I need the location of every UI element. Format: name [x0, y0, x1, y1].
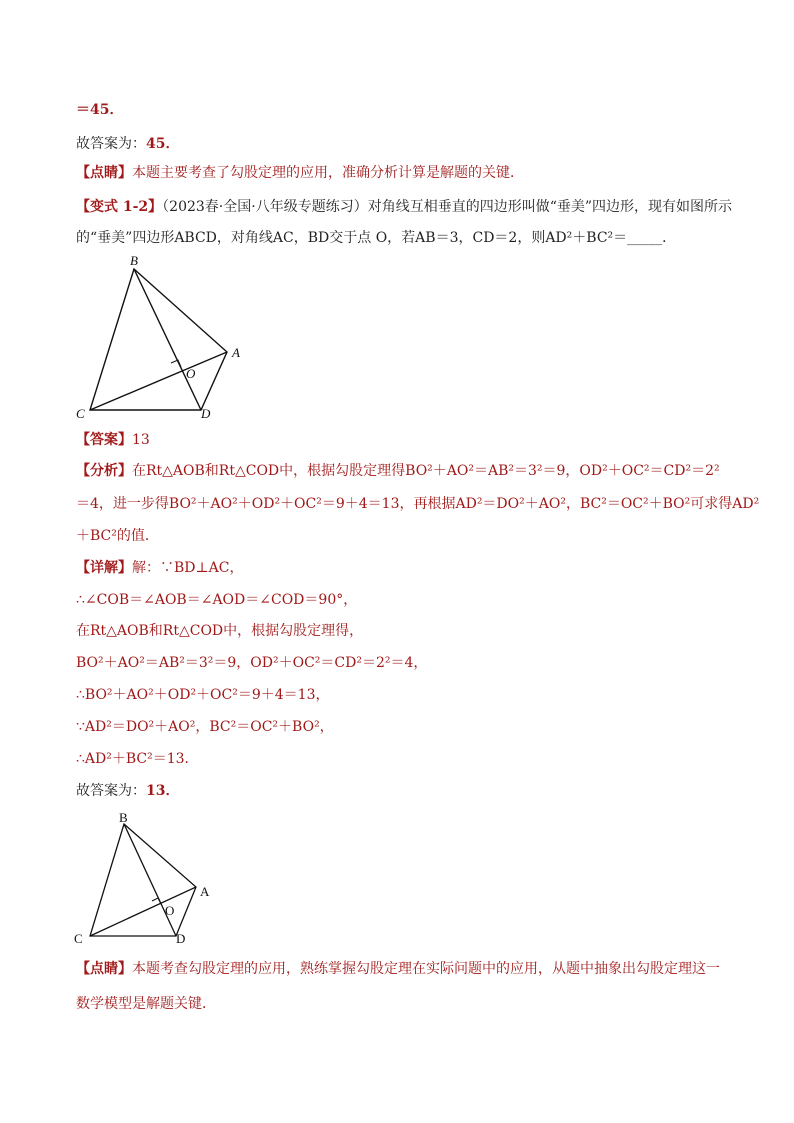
- comment-tag-2: 【点睛】: [76, 961, 132, 977]
- label-a-1: A: [232, 345, 240, 360]
- variant-tag: 【变式 1-2】: [76, 199, 163, 215]
- label-a-2: A: [200, 884, 210, 899]
- answer-label: 故答案为：: [76, 136, 146, 152]
- label-c-1: C: [76, 406, 85, 421]
- line-detail-5: ∴BO²＋AO²＋OD²＋OC²＝9＋4＝13，: [76, 687, 330, 703]
- label-b-2: B: [119, 810, 128, 825]
- detail-text-1: 解：∵BD⊥AC，: [132, 560, 244, 576]
- figure-quadrilateral-1: [70, 255, 260, 425]
- final-label: 故答案为：: [76, 783, 146, 799]
- line-comment-3: 数学模型是解题关键．: [76, 996, 216, 1012]
- line-comment-1: [76, 163, 734, 183]
- analysis-tag: 【分析】: [76, 463, 132, 479]
- detail-tag: 【详解】: [76, 560, 132, 576]
- line-analysis-3: ＋BC²的值．: [76, 528, 159, 544]
- comment-text-1: 本题主要考查了勾股定理的应用，准确分析计算是解题的关键．: [132, 165, 524, 181]
- diagonal-ac-1: [90, 352, 227, 410]
- analysis-text-1: 在Rt△AOB和Rt△COD中，根据勾股定理得BO²＋AO²＝AB²＝3²＝9，OD²＋OC²＝CD²＝2²: [132, 463, 720, 479]
- line-answer-section: [76, 430, 734, 450]
- label-o-1: O: [186, 366, 196, 381]
- line-detail-7: ∴AD²＋BC²＝13．: [76, 751, 199, 767]
- answer-value: 45．: [146, 136, 180, 152]
- line-analysis-1: [76, 461, 734, 481]
- line-variant-title: [76, 197, 734, 217]
- label-d-2: D: [176, 931, 186, 946]
- label-o-2: O: [165, 903, 175, 918]
- quadrilateral-outline-2: [90, 824, 196, 936]
- answer-number: 13: [132, 432, 150, 448]
- line-detail-6: ∵AD²＝DO²＋AO²，BC²＝OC²＋BO²，: [76, 719, 334, 735]
- line-analysis-2: ＝4，进一步得BO²＋AO²＋OD²＋OC²＝9＋4＝13，再根据AD²＝DO²＋AO²，BC²＝OC²＋BO²可求得AD²: [76, 496, 760, 512]
- comment-text-2: 本题考查勾股定理的应用，熟练掌握勾股定理在实际问题中的应用，从题中抽象出勾股定理这一: [132, 961, 720, 977]
- diagonal-ac-2: [90, 887, 196, 936]
- diagonal-bd-1: [134, 269, 201, 410]
- line-detail-3: 在Rt△AOB和Rt△COD中，根据勾股定理得，: [76, 623, 364, 639]
- comment-tag-1: 【点睛】: [76, 165, 132, 181]
- variant-text: （2023春·全国·八年级专题练习）对角线互相垂直的四边形叫做“垂美”四边形，现有如图所示: [162, 199, 733, 215]
- line-detail-4: BO²＋AO²＝AB²＝3²＝9，OD²＋OC²＝CD²＝2²＝4，: [76, 655, 428, 671]
- figure-quadrilateral-2: [70, 810, 230, 950]
- label-c-2: C: [74, 931, 83, 946]
- line-detail-2: ∴∠COB＝∠AOB＝∠AOD＝∠COD＝90°，: [76, 592, 358, 608]
- line-comment-2: [76, 959, 734, 979]
- line-answer-1: [76, 134, 734, 154]
- diagonal-bd-2: [124, 824, 176, 936]
- quadrilateral-outline-1: [90, 269, 227, 410]
- answer-tag: 【答案】: [76, 432, 132, 448]
- label-b-1: B: [130, 253, 138, 268]
- line-result: ＝45．: [76, 102, 124, 118]
- line-detail-1: [76, 558, 734, 578]
- line-final-answer: [76, 781, 734, 801]
- line-variant-question: 的“垂美”四边形ABCD，对角线AC，BD交于点 O，若AB＝3，CD＝2，则AD²＋BC²＝_____．: [76, 230, 677, 246]
- final-value: 13．: [146, 783, 180, 799]
- label-d-1: D: [201, 406, 211, 421]
